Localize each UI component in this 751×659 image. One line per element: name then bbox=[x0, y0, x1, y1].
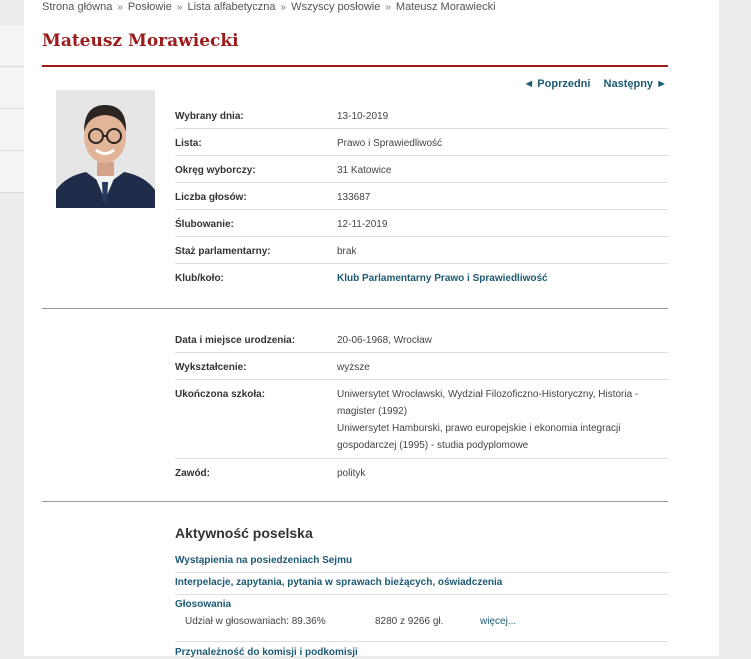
detail-label: Zawód: bbox=[175, 468, 210, 479]
breadcrumb-separator: » bbox=[385, 2, 391, 13]
breadcrumb-lista[interactable]: Lista alfabetyczna bbox=[187, 1, 276, 13]
detail-label: Ukończona szkoła: bbox=[175, 389, 266, 400]
votes-count: 8280 z 9266 gł. bbox=[375, 616, 444, 627]
activity-speeches-link[interactable]: Wystąpienia na posiedzeniach Sejmu bbox=[175, 555, 668, 573]
section-divider bbox=[42, 501, 668, 502]
detail-value bbox=[337, 386, 657, 454]
detail-value: 20-06-1968, Wrocław bbox=[337, 335, 432, 346]
detail-value: 31 Katowice bbox=[337, 165, 392, 176]
activity-votes-link[interactable]: Głosowania bbox=[175, 599, 668, 642]
breadcrumb-wszyscy[interactable]: Wszyscy posłowie bbox=[291, 1, 381, 13]
personal-details bbox=[175, 326, 668, 485]
breadcrumb bbox=[42, 1, 496, 13]
detail-row bbox=[175, 129, 668, 156]
next-link[interactable]: Następny ► bbox=[603, 78, 667, 90]
detail-row bbox=[175, 183, 668, 210]
detail-value: polityk bbox=[337, 468, 366, 479]
detail-row bbox=[175, 102, 668, 129]
club-link[interactable]: Klub Parlamentarny Prawo i Sprawiedliwość bbox=[337, 273, 548, 284]
votes-summary bbox=[185, 616, 516, 627]
detail-label: Wykształcenie: bbox=[175, 362, 247, 373]
school-1: Uniwersytet Wrocławski, Wydział Filozoficzno-Historyczny, Historia - magister (1992) bbox=[337, 389, 639, 417]
mandate-details bbox=[175, 102, 668, 290]
detail-value: wyższe bbox=[337, 362, 370, 373]
detail-row bbox=[175, 237, 668, 264]
detail-label: Wybrany dnia: bbox=[175, 111, 244, 122]
title-divider bbox=[42, 65, 668, 67]
detail-label: Klub/koło: bbox=[175, 273, 224, 284]
detail-row bbox=[175, 326, 668, 353]
detail-value: Prawo i Sprawiedliwość bbox=[337, 138, 443, 149]
detail-label: Ślubowanie: bbox=[175, 219, 234, 230]
breadcrumb-separator: » bbox=[117, 2, 123, 13]
activity-heading: Aktywność poselska bbox=[175, 525, 313, 541]
page-title: Mateusz Morawiecki bbox=[42, 31, 239, 51]
activity-interpellations-link[interactable]: Interpelacje, zapytania, pytania w sprawach bieżących, oświadczenia bbox=[175, 577, 668, 595]
breadcrumb-separator: » bbox=[280, 2, 287, 13]
detail-label: Liczba głosów: bbox=[175, 192, 247, 203]
portrait-image-icon bbox=[56, 90, 155, 208]
detail-value: brak bbox=[337, 246, 357, 257]
detail-label: Okręg wyborczy: bbox=[175, 165, 256, 176]
detail-label: Staż parlamentarny: bbox=[175, 246, 271, 257]
breadcrumb-separator: » bbox=[176, 2, 183, 13]
votes-more-link[interactable]: więcej... bbox=[480, 616, 517, 627]
detail-label: Lista: bbox=[175, 138, 202, 149]
detail-row bbox=[175, 156, 668, 183]
record-navigation bbox=[513, 78, 667, 90]
detail-value: 12-11-2019 bbox=[337, 219, 388, 230]
breadcrumb-home[interactable]: Strona główna bbox=[42, 1, 113, 13]
detail-value: 133687 bbox=[337, 192, 371, 203]
detail-row bbox=[175, 210, 668, 237]
breadcrumb-poslowie[interactable]: Posłowie bbox=[127, 1, 172, 13]
previous-link[interactable]: ◄ Poprzedni bbox=[523, 78, 591, 90]
school-2: Uniwersytet Hamburski, prawo europejskie i ekonomia integracji gospodarczej (1995) - studia podyplomowe bbox=[337, 423, 621, 451]
breadcrumb-current: Mateusz Morawiecki bbox=[395, 1, 496, 13]
votes-share: Udział w głosowaniach: 89.36% bbox=[185, 616, 326, 627]
detail-row bbox=[175, 353, 668, 380]
section-divider bbox=[42, 308, 668, 309]
detail-value: 13-10-2019 bbox=[337, 111, 389, 122]
detail-row bbox=[175, 264, 668, 290]
left-side-panel bbox=[0, 25, 24, 193]
detail-row bbox=[175, 459, 668, 485]
detail-label: Data i miejsce urodzenia: bbox=[175, 335, 296, 346]
activity-committees-link[interactable]: Przynależność do komisji i podkomisji bbox=[175, 647, 358, 658]
portrait-photo bbox=[56, 90, 155, 208]
detail-row bbox=[175, 380, 668, 459]
